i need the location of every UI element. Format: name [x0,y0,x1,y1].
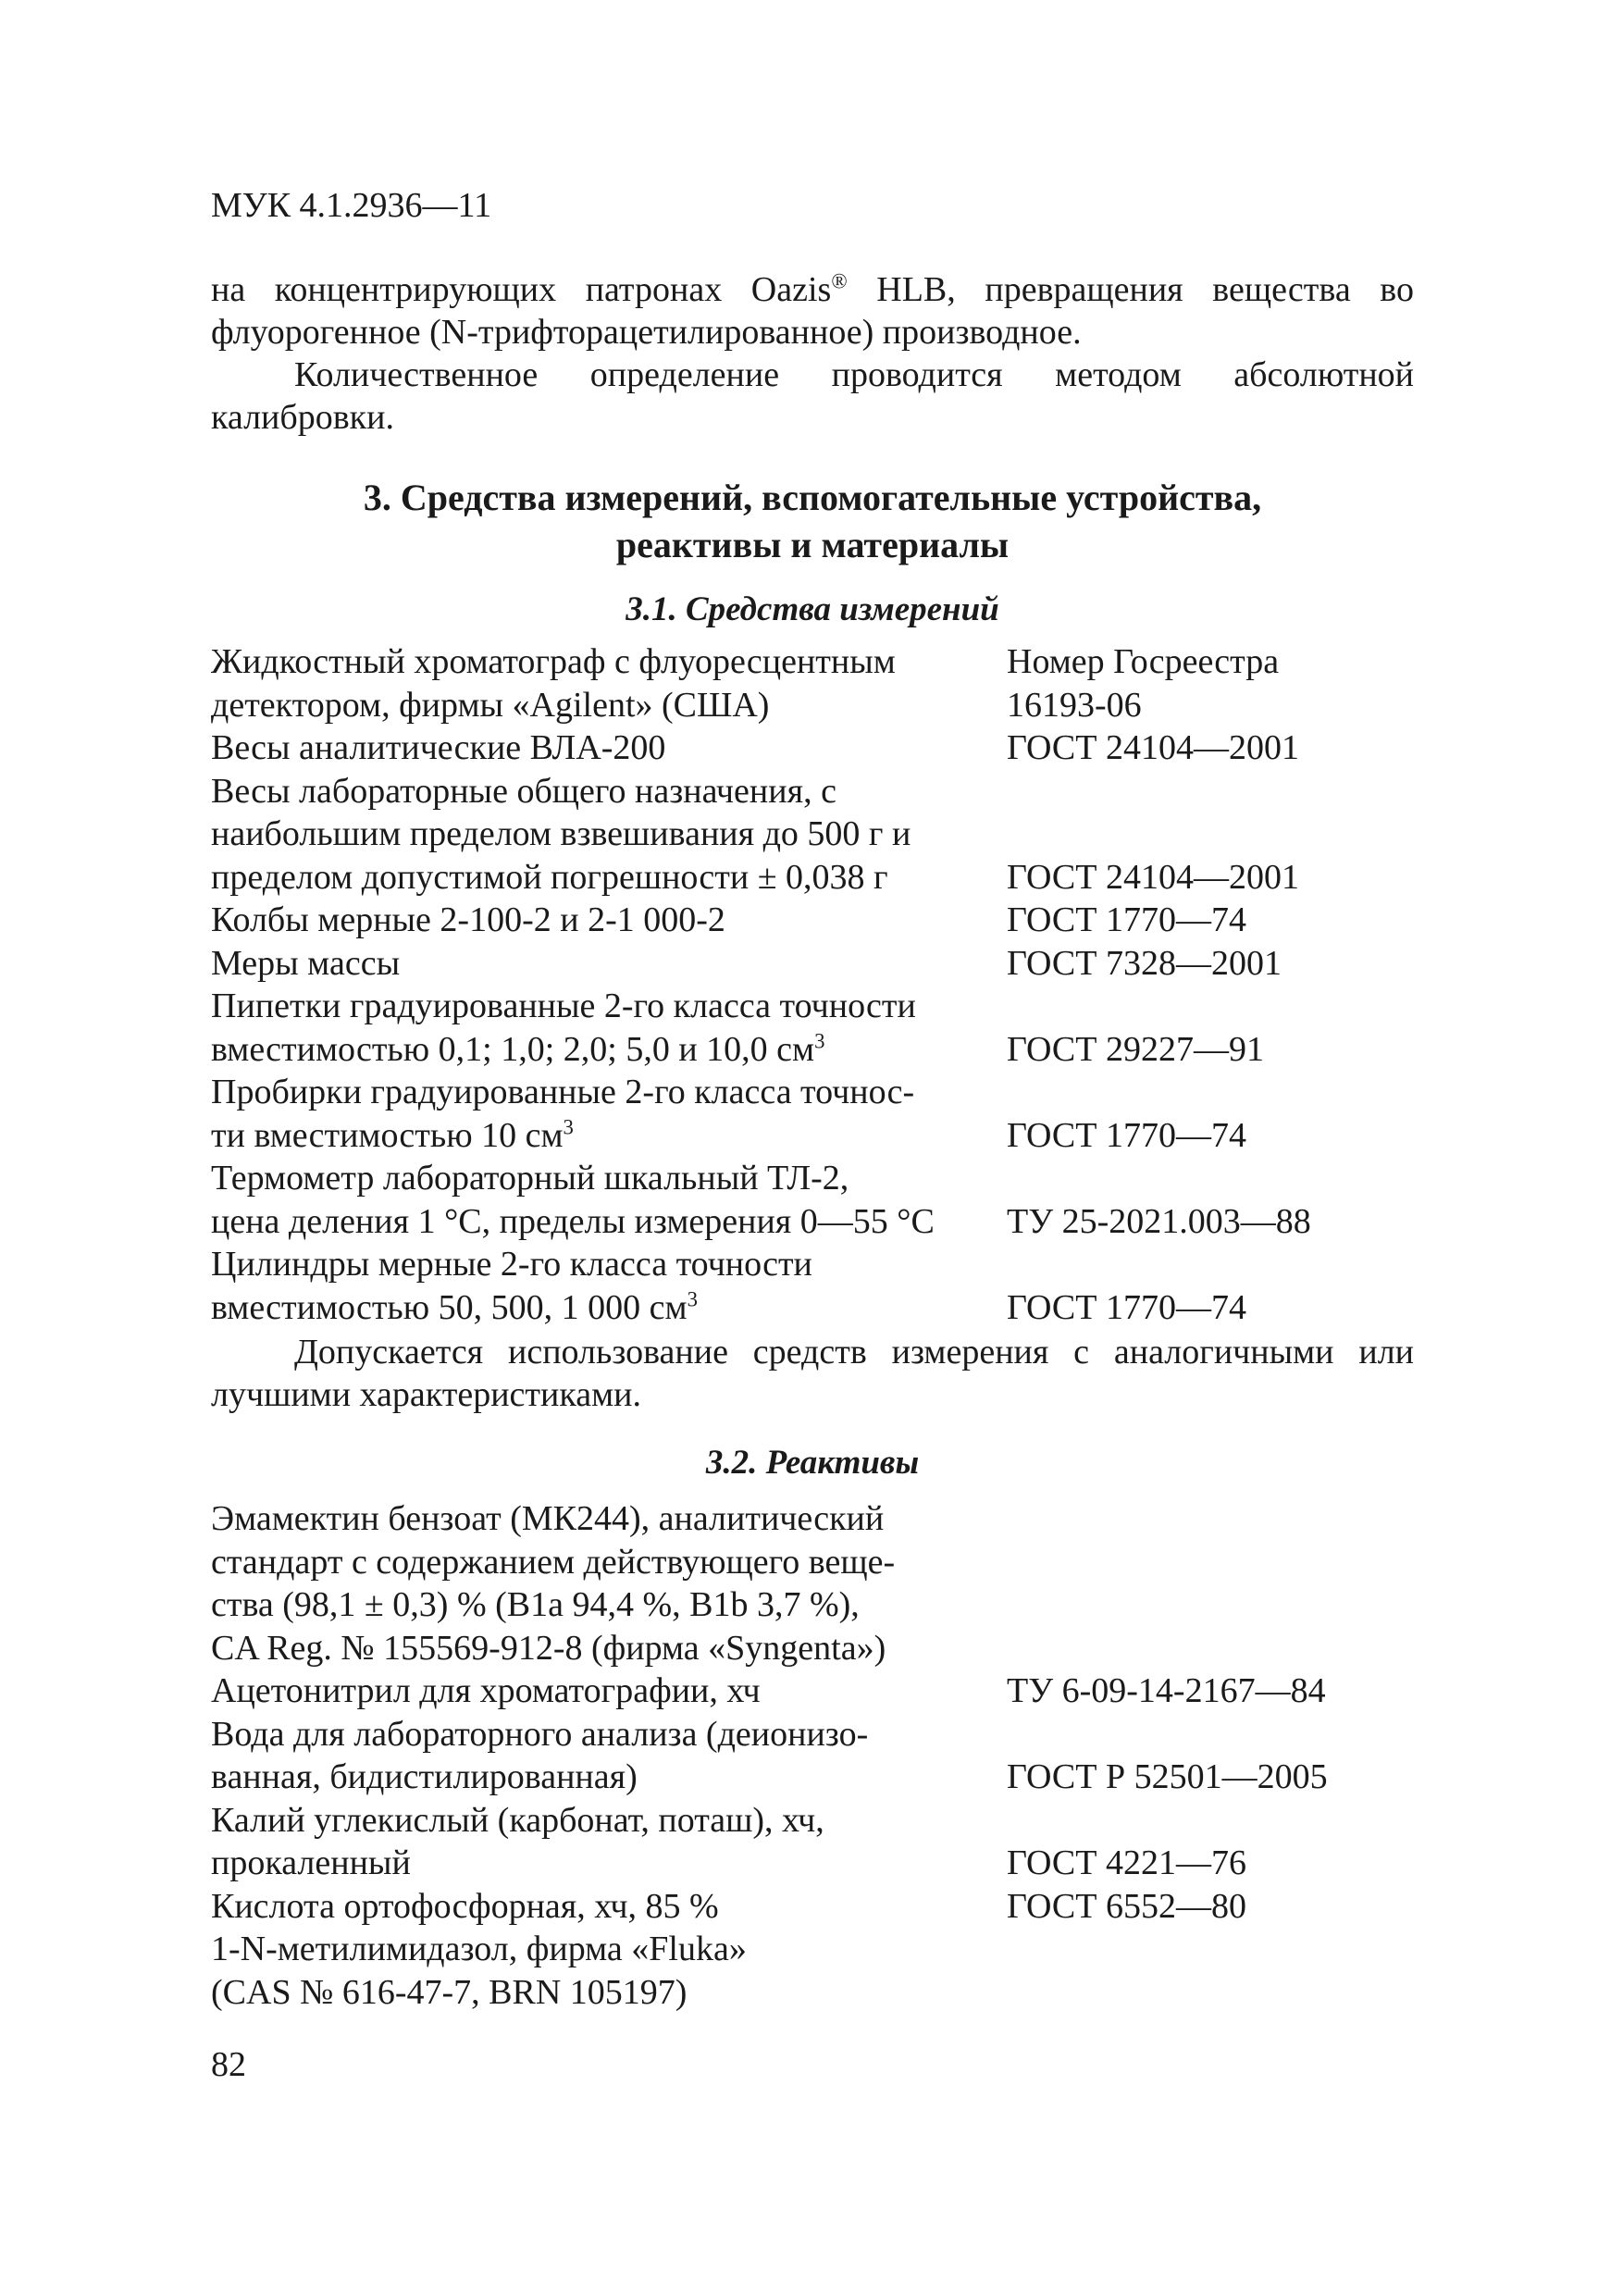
table-row [211,1497,1432,1669]
table-row [211,1928,1432,2014]
intro-paragraph-2: Количественное определение проводится методом абсолютной калибровки. [211,355,1414,437]
item-name: Ацетонитрил для хроматографии, хч [211,1671,761,1710]
table-row [211,1071,1432,1157]
item-standard: ГОСТ 29227—91 [1007,1029,1264,1069]
item-name: Термометр лабораторный шкальный ТЛ-2, цена деления 1 °С, пределы измерения 0—55 °С [211,1159,935,1241]
item-standard: ГОСТ 1770—74 [1007,1115,1246,1155]
table-row [211,1799,1432,1885]
section-title-line-1: 3. Средства измерений, вспомогательные устройства, [363,477,1262,518]
item-standard: ГОСТ 4221—76 [1007,1843,1246,1882]
item-name-text: Цилиндры мерные 2-го класса точности вместимостью 50, 500, 1 000 см [211,1245,812,1327]
intro-line1-part1: на концентрирующих патронах Oazis [211,270,832,309]
subsection-1-title: 3.1. Средства измерений [626,590,999,628]
table-row [211,985,1432,1071]
section-title-line-2: реактивы и материалы [615,524,1010,565]
registered-mark: ® [831,269,848,293]
measuring-instruments-table [211,640,1432,1329]
item-name: Вода для лабораторного анализа (деионизо- ванная, бидистилированная) [211,1714,869,1796]
item-standard: Номер Госреестра 16193-06 [1007,642,1280,725]
item-name: Эмамектин бензоат (МК244), аналитический стандарт с содержанием действующего веще- ства (98,1 ± 0,3) % (B1a 94,4 %, B1b 3,7 %), CA Reg. № 155569-912-8 (фирма «Syngenta») [211,1499,896,1668]
item-name-with-unit [211,1071,1007,1157]
table-row [211,1243,1432,1329]
table-row [211,1713,1432,1799]
item-standard: ГОСТ 24104—2001 [1007,728,1299,767]
table-row [211,1669,1432,1713]
intro-line1-part2: HLB, превращения вещества во флуорогенное (N-трифторацетилированное) производное. [211,270,1414,352]
reagents-table [211,1497,1432,2014]
unit-superscript: 3 [563,1114,574,1138]
item-name: Колбы мерные 2-100-2 и 2-1 000-2 [211,900,725,939]
item-standard: ТУ 25-2021.003—88 [1007,1201,1311,1241]
item-standard: ГОСТ 7328—2001 [1007,943,1282,983]
table-row [211,770,1432,900]
table-row [211,1157,1432,1243]
item-name: Жидкостный хроматограф с флуоресцентным детектором, фирмы «Agilent» (США) [211,642,896,725]
table-row [211,726,1432,770]
item-name: Весы аналитические ВЛА-200 [211,728,666,767]
unit-superscript: 3 [687,1286,698,1310]
table-row [211,899,1432,942]
intro-paragraph-1 [211,268,1414,354]
item-standard: ГОСТ 1770—74 [1007,900,1246,939]
table-row [211,640,1432,726]
item-name: Меры массы [211,943,401,983]
table-row [211,942,1432,986]
section-title [211,474,1414,568]
item-name: Кислота ортофосфорная, хч, 85 % [211,1886,719,1926]
item-name-text: Пипетки градуированные 2-го класса точности вместимостью 0,1; 1,0; 2,0; 5,0 и 10,0 см [211,987,916,1069]
item-standard: ГОСТ 24104—2001 [1007,857,1299,897]
item-name-with-unit [211,985,1007,1071]
item-name-with-unit [211,1243,1007,1329]
table-row [211,1885,1432,1929]
unit-superscript: 3 [814,1028,825,1052]
item-standard: ГОСТ 1770—74 [1007,1287,1246,1327]
item-standard: ГОСТ 6552—80 [1007,1886,1246,1926]
subsection-2-title: 3.2. Реактивы [705,1444,920,1482]
item-standard: ГОСТ Р 52501—2005 [1007,1757,1328,1796]
page-number: 82 [211,2045,246,2084]
item-name: 1-N-метилимидазол, фирма «Fluka» (CAS № 616-47-7, BRN 105197) [211,1930,747,2012]
item-name: Калий углекислый (карбонат, поташ), хч, прокаленный [211,1800,824,1882]
note-paragraph: Допускается использование средств измерения с аналогичными или лучшими характеристиками. [211,1333,1414,1414]
item-name: Весы лабораторные общего назначения, с наибольшим пределом взвешивания до 500 г и пределом допустимой погрешности ± 0,038 г [211,771,911,897]
intro-text [211,268,1414,439]
document-header: МУК 4.1.2936—11 [211,186,492,225]
item-name-text: Пробирки градуированные 2-го класса точнос- ти вместимостью 10 см [211,1073,915,1155]
item-standard: ТУ 6-09-14-2167—84 [1007,1671,1326,1710]
